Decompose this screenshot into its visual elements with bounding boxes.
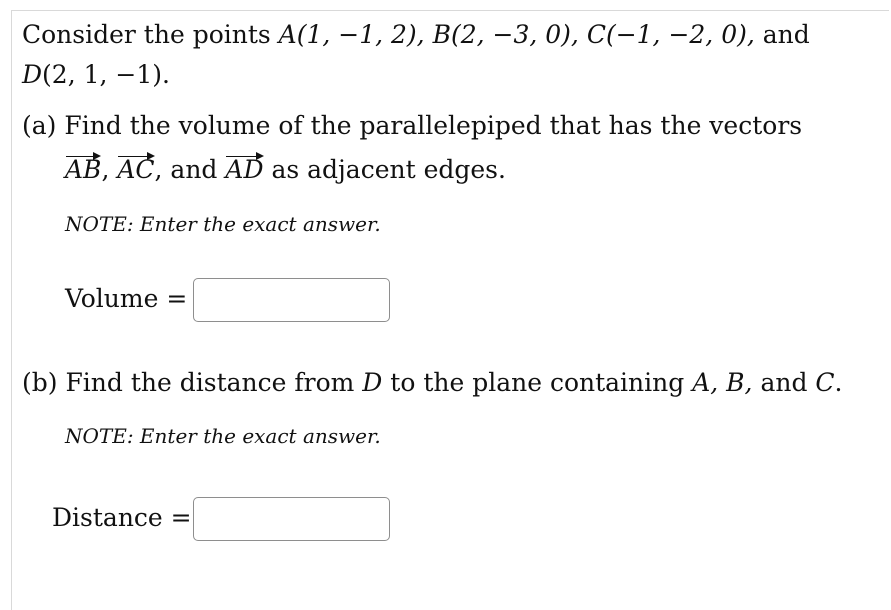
part-b-note: NOTE: Enter the exact answer. <box>65 424 381 448</box>
intro-text: Consider the points <box>22 20 279 49</box>
part-b-points-ab: A, B, <box>692 368 753 397</box>
point-c: C(−1, −2, 0), <box>586 20 763 49</box>
point-d-coords: (2, 1, −1). <box>42 60 170 89</box>
part-b-mid: to the plane containing <box>382 368 693 397</box>
part-b-point-c: C <box>815 368 835 397</box>
part-b-point-d: D <box>362 368 383 397</box>
intro-line-1 <box>22 20 810 50</box>
part-a-vectors <box>65 155 506 185</box>
vector-ab: AB <box>65 155 102 184</box>
part-b-prefix: (b) Find the distance from <box>22 368 363 397</box>
intro-line-2 <box>22 60 170 90</box>
part-a-prefix: (a) Find the volume of the parallelepiped that has the vectors <box>22 111 803 140</box>
part-a-suffix: as adjacent edges. <box>263 155 506 184</box>
part-b-period: . <box>834 368 843 397</box>
part-b-question <box>22 368 843 398</box>
part-a-note: NOTE: Enter the exact answer. <box>65 212 381 236</box>
part-a-question <box>22 111 802 141</box>
volume-label: Volume = <box>65 284 188 313</box>
point-d-label: D <box>22 60 43 89</box>
distance-input[interactable] <box>193 497 390 541</box>
vector-sep-1: , <box>101 155 118 184</box>
point-a: A(1, −1, 2), <box>278 20 433 49</box>
point-b: B(2, −3, 0), <box>432 20 587 49</box>
volume-input[interactable] <box>193 278 390 322</box>
vector-sep-2: , and <box>154 155 226 184</box>
intro-and: and <box>762 20 810 49</box>
vector-ac: AC <box>117 155 155 184</box>
part-b-and: and <box>752 368 816 397</box>
distance-label: Distance = <box>52 503 192 532</box>
vector-ad: AD <box>225 155 264 184</box>
